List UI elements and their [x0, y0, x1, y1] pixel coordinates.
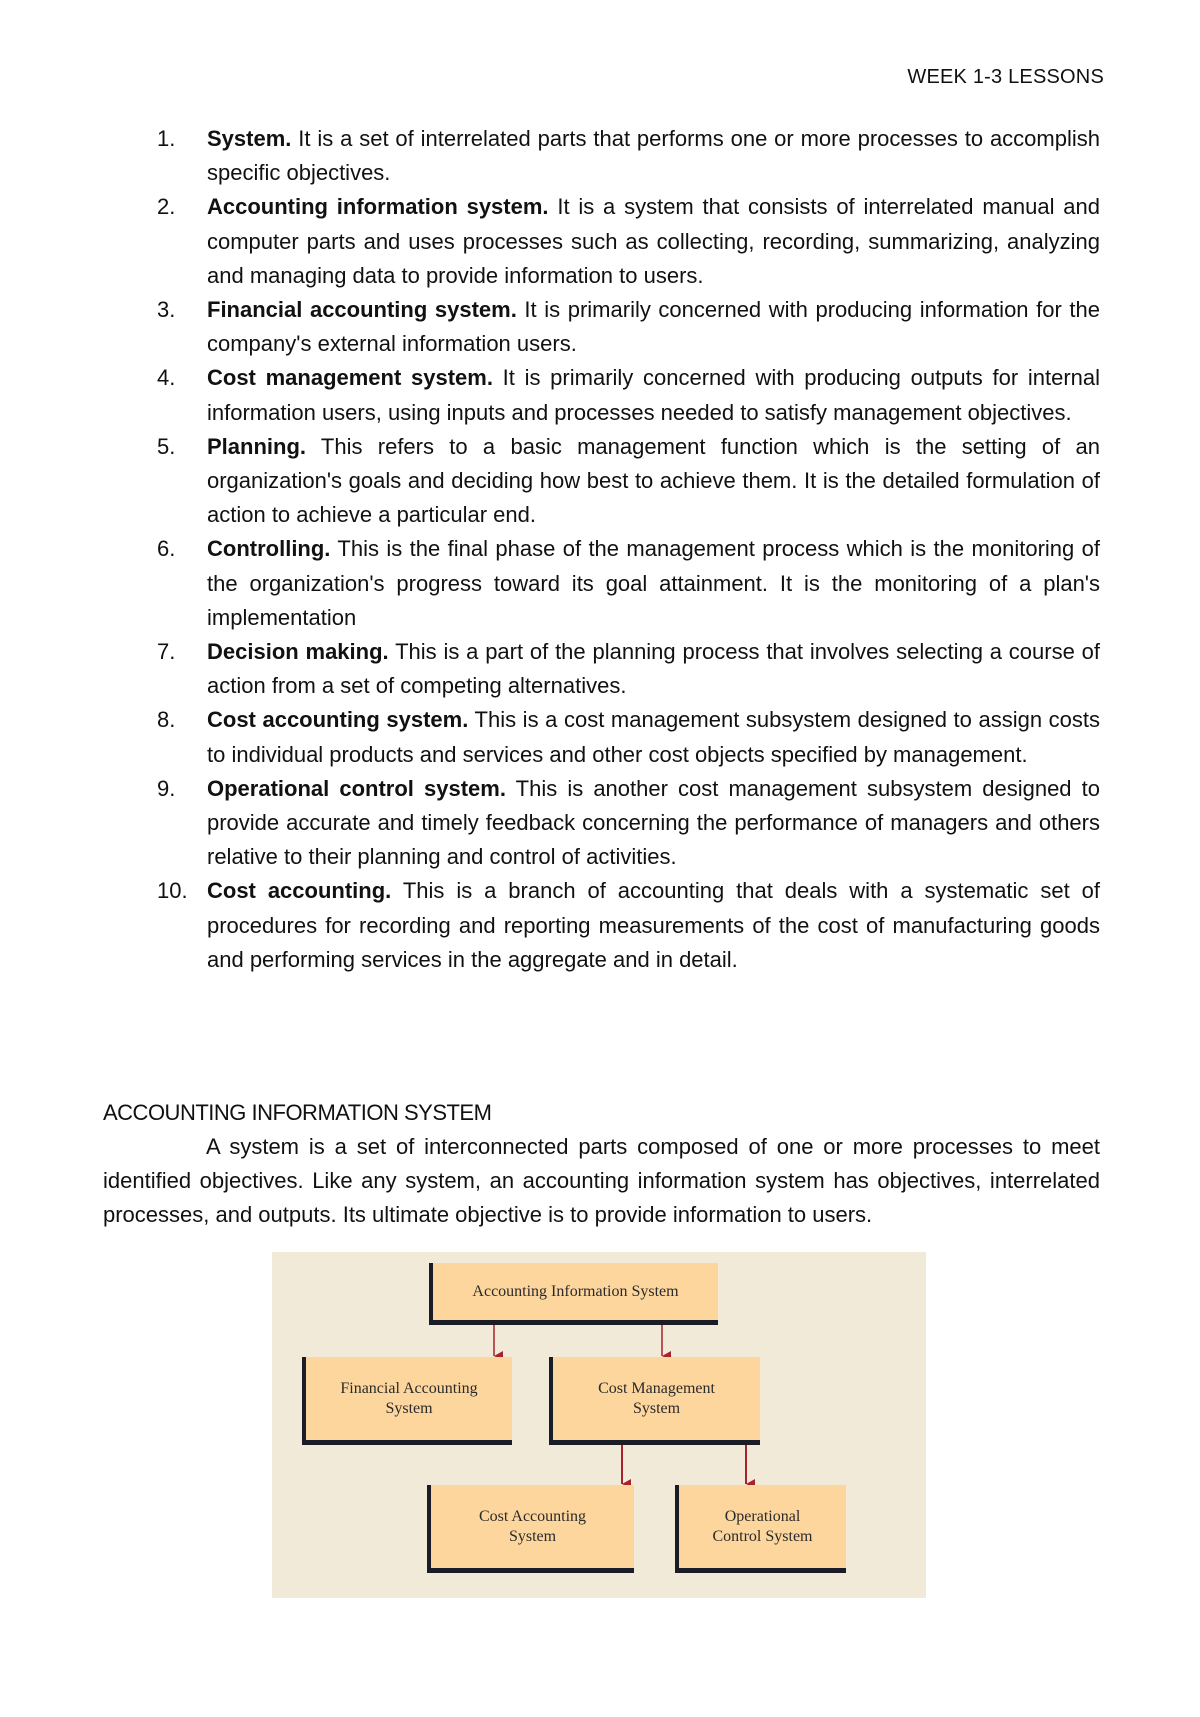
item-number: 10. — [157, 878, 188, 904]
item-number: 2. — [157, 194, 176, 220]
box-label-line2: System — [508, 1527, 557, 1545]
ais-diagram — [272, 1252, 926, 1598]
item-term: Accounting information system. — [207, 194, 549, 220]
item-term: Cost management system. — [207, 365, 493, 391]
item-term: Planning. — [207, 433, 306, 459]
item-text: This is a part of the planning process that involves selecting a course of action from a set of competing alternatives. — [207, 639, 1100, 699]
item-number: 5. — [157, 433, 176, 459]
section-paragraph: A system is a set of interconnected parts composed of one or more processes to meet identified objectives. Like any system, an accounting information system has objectives, interrelated processes, and outputs. Its ultimate objective is to provide information to users. — [103, 1134, 1100, 1228]
item-term: Cost accounting. — [207, 878, 392, 904]
item-number: 8. — [157, 707, 176, 733]
list-item — [140, 430, 1100, 533]
item-text: This is another cost management subsystem designed to provide accurate and timely feedback concerning the performance of managers and others relative to their planning and control of activities. — [207, 775, 1100, 870]
item-term: Financial accounting system. — [207, 297, 517, 323]
item-number: 1. — [157, 126, 176, 151]
list-item — [140, 532, 1100, 635]
page-header: WEEK 1-3 LESSONS — [907, 66, 1104, 88]
box-cost-management-system — [549, 1357, 760, 1445]
item-number: 4. — [157, 365, 176, 391]
list-item — [140, 703, 1100, 771]
box-label-line1: Financial Accounting — [340, 1379, 478, 1397]
item-number: 9. — [157, 775, 176, 801]
box-label: Accounting Information System — [472, 1282, 679, 1300]
box-label-line2: System — [632, 1399, 681, 1417]
item-term: System. — [207, 126, 292, 151]
box-operational-control-system — [675, 1485, 846, 1573]
list-item — [140, 293, 1100, 361]
box-label-line2: System — [385, 1399, 433, 1417]
list-item — [140, 874, 1100, 977]
box-financial-accounting-system — [302, 1357, 512, 1445]
item-number: 6. — [157, 536, 176, 562]
box-label-line1: Cost Management — [598, 1379, 715, 1397]
item-text: It is primarily concerned with producing outputs for internal information users, using inputs and processes needed to satisfy management objectives. — [207, 365, 1101, 425]
item-term: Operational control system. — [207, 775, 506, 801]
box-label-line1: Operational — [724, 1507, 801, 1525]
item-term: Decision making. — [207, 639, 389, 665]
item-text: This is a cost management subsystem designed to assign costs to individual products and services and other cost objects specified by management. — [207, 707, 1100, 767]
box-cost-accounting-system — [427, 1485, 634, 1573]
item-text: This is the final phase of the management process which is the monitoring of the organization's progress toward its goal attainment. It is the monitoring of a plan's implementation — [207, 536, 1100, 630]
item-number: 7. — [157, 639, 176, 665]
box-label-line1: Cost Accounting — [478, 1507, 587, 1525]
list-item — [140, 635, 1100, 703]
item-text: It is a set of interrelated parts that performs one or more processes to accomplish specific objectives. — [207, 126, 1100, 186]
item-text: It is primarily concerned with producing information for the company's external information users. — [207, 297, 1100, 357]
list-item — [140, 122, 1100, 190]
item-number: 3. — [157, 297, 176, 323]
item-text: This refers to a basic management function which is the setting of an organization's goals and deciding how best to achieve them. It is the detailed formulation of action to achieve a particular end. — [207, 433, 1100, 528]
item-text: It is a system that consists of interrelated manual and computer parts and uses processes such as collecting, recording, summarizing, analyzing and managing data to provide information to users. — [207, 194, 1100, 288]
section-title: ACCOUNTING INFORMATION SYSTEM — [103, 1100, 492, 1125]
definitions-list — [140, 122, 1100, 977]
item-term: Cost accounting system. — [207, 707, 469, 733]
list-item — [140, 190, 1100, 293]
box-label-line2: Control System — [712, 1527, 813, 1545]
item-term: Controlling. — [207, 536, 331, 562]
box-accounting-information-system — [429, 1263, 718, 1325]
list-item — [140, 772, 1100, 875]
list-item — [140, 361, 1100, 429]
item-text: This is a branch of accounting that deals with a systematic set of procedures for recording and reporting measurements of the cost of manufacturing goods and performing services in the aggregate and in detail. — [207, 878, 1101, 972]
